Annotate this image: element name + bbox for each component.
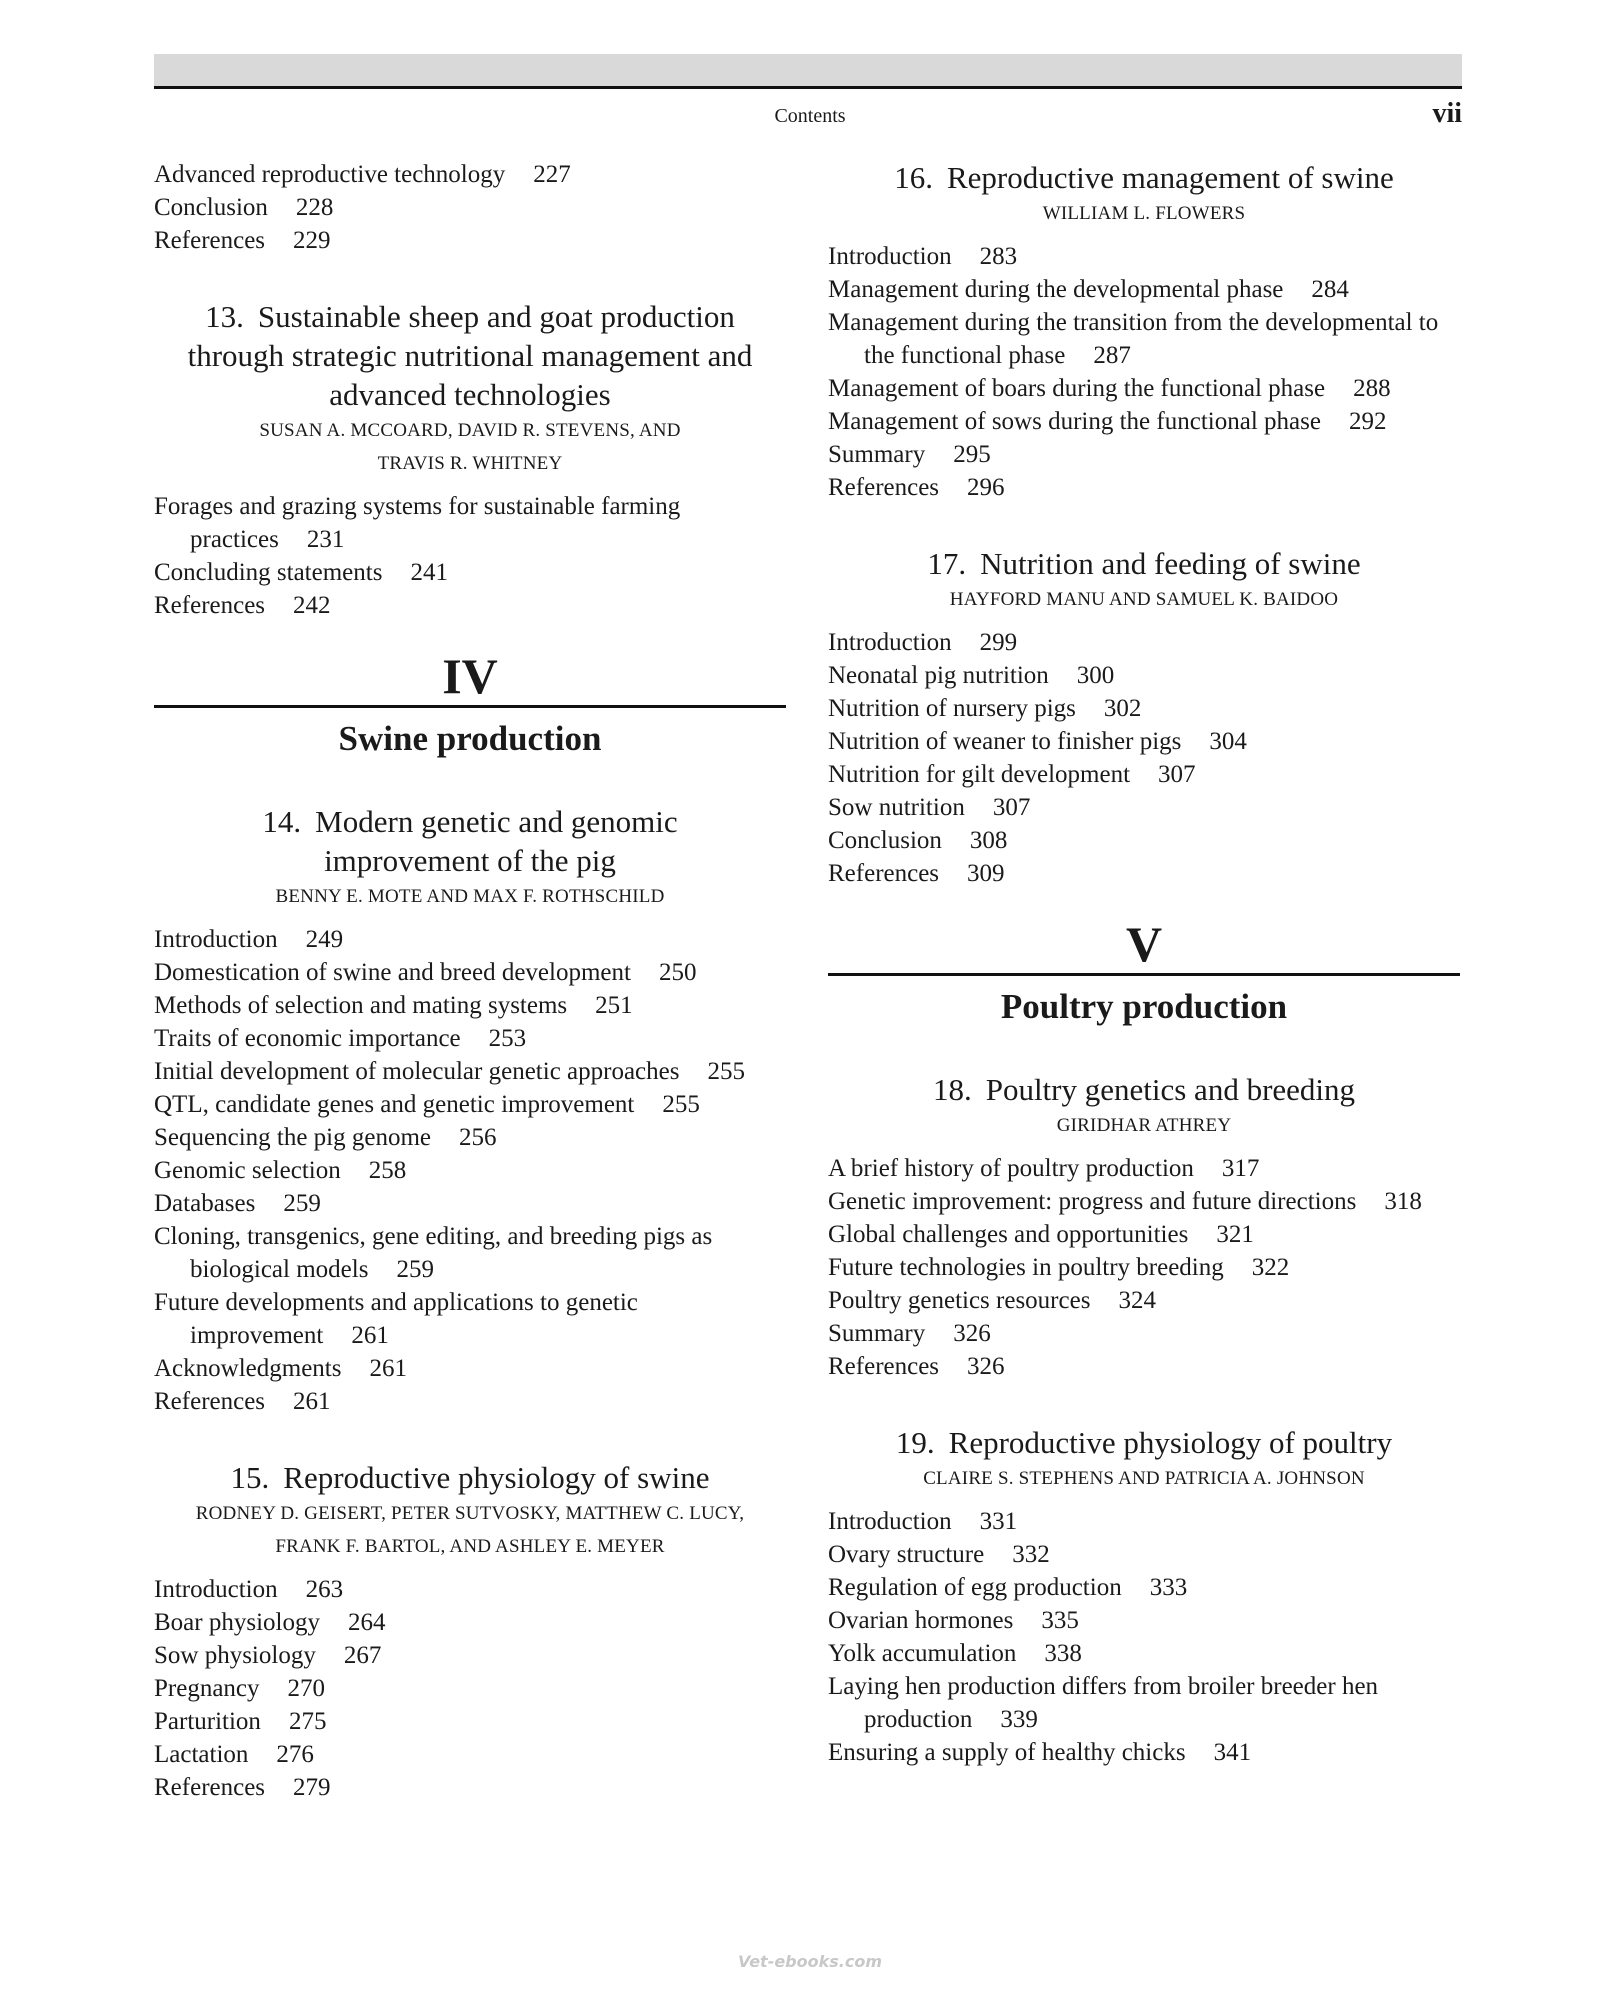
toc-entry[interactable] (828, 791, 1460, 824)
header-rule (154, 86, 1462, 89)
header-bar (154, 54, 1462, 87)
chapter-16-authors: WILLIAM L. FLOWERS (1042, 203, 1246, 224)
toc-entry-title: Conclusion (828, 827, 942, 854)
chapter-14-entries (154, 923, 786, 1418)
toc-entry-page: 251 (595, 992, 633, 1019)
toc-entry-page: 276 (276, 1741, 314, 1768)
toc-entry-title: Advanced reproductive technology (154, 161, 506, 188)
toc-entry-title: QTL, candidate genes and genetic improvement (154, 1091, 635, 1118)
chapter-19-authors: CLAIRE S. STEPHENS AND PATRICIA A. JOHNSON (923, 1468, 1365, 1489)
toc-entry-page: 302 (1103, 695, 1142, 722)
page-number: vii (1432, 98, 1462, 129)
toc-entry-title: Nutrition of nursery pigs (828, 695, 1076, 722)
toc-entry-page: 263 (305, 1576, 344, 1603)
toc-entry-page: 228 (295, 194, 334, 221)
toc-entry-title: Regulation of egg production (828, 1574, 1122, 1601)
chapter-17-authors: HAYFORD MANU AND SAMUEL K. BAIDOO (949, 589, 1339, 610)
toc-entry-page: 307 (992, 794, 1031, 821)
toc-entry-page: 335 (1041, 1607, 1079, 1634)
toc-entry[interactable] (828, 1736, 1460, 1769)
toc-entry-page: 249 (305, 926, 344, 953)
toc-entry-title: Introduction (828, 1508, 952, 1535)
toc-entry-page: 261 (369, 1355, 407, 1382)
toc-entry-page: 261 (293, 1388, 331, 1415)
toc-entry-page: 256 (459, 1124, 497, 1151)
chapter-13-authors: SUSAN A. MCCOARD, DAVID R. STEVENS, AND TRAVIS R. WHITNEY (259, 420, 681, 474)
toc-entry[interactable] (154, 1121, 786, 1154)
toc-entry[interactable] (828, 1284, 1460, 1317)
toc-entry-title: Genetic improvement: progress and future directions (828, 1188, 1357, 1215)
toc-entry[interactable] (154, 1705, 786, 1738)
toc-entry-page: 331 (979, 1508, 1018, 1535)
toc-entry[interactable] (828, 692, 1460, 725)
toc-entry-title: A brief history of poultry production (828, 1155, 1194, 1182)
toc-entry-page: 270 (287, 1675, 326, 1702)
toc-entry-title: Nutrition of weaner to finisher pigs (828, 728, 1182, 755)
toc-entry[interactable] (154, 1187, 786, 1220)
toc-entry-title: Domestication of swine and breed development (154, 959, 631, 986)
running-title: Contents (774, 105, 846, 127)
toc-entry-title: Management of sows during the functional phase (828, 408, 1321, 435)
toc-entry-title: Pregnancy (154, 1675, 260, 1702)
toc-entry-page: 275 (288, 1708, 327, 1735)
toc-entry-page: 339 (1000, 1706, 1038, 1733)
chapter-15-title[interactable]: 15. Reproductive physiology of swine (230, 1460, 710, 1495)
toc-entry[interactable] (154, 490, 786, 556)
toc-entry-title: Summary (828, 1320, 926, 1347)
toc-entry-page: 307 (1158, 761, 1196, 788)
toc-entry[interactable] (828, 1571, 1460, 1604)
toc-entry[interactable] (154, 1672, 786, 1705)
toc-entry[interactable] (828, 273, 1460, 306)
toc-entry-title: Neonatal pig nutrition (828, 662, 1049, 689)
toc-entry-page: 255 (662, 1091, 700, 1118)
toc-entry-title: Cloning, transgenics, gene editing, and breeding pigs as biological models (154, 1223, 713, 1283)
toc-entry-title: Lactation (154, 1741, 249, 1768)
toc-entry[interactable] (828, 372, 1460, 405)
toc-entry[interactable] (828, 306, 1460, 372)
part-iv-heading (154, 650, 786, 762)
part-rule (828, 973, 1460, 976)
watermark-logo: Vet-ebooks.com (737, 1952, 883, 1971)
toc-entry[interactable] (154, 923, 786, 956)
toc-entry-page: 295 (953, 441, 991, 468)
toc-entry-page: 322 (1251, 1254, 1290, 1281)
toc-entry[interactable] (154, 589, 786, 622)
toc-entry-title: References (828, 1353, 940, 1380)
toc-entry[interactable] (154, 1286, 786, 1352)
toc-entry-title: Parturition (154, 1708, 261, 1735)
toc-entry-page: 324 (1118, 1287, 1156, 1314)
toc-entry-title: Ensuring a supply of healthy chicks (828, 1739, 1186, 1766)
toc-entry-page: 300 (1076, 662, 1115, 689)
toc-entry-page: 242 (293, 592, 331, 619)
toc-entry[interactable] (154, 1022, 786, 1055)
toc-entry-page: 259 (283, 1190, 321, 1217)
toc-entry[interactable] (828, 1604, 1460, 1637)
toc-entry-title: Databases (154, 1190, 256, 1217)
chapter-15-entries (154, 1573, 786, 1804)
toc-entry-title: Introduction (154, 1576, 278, 1603)
toc-entry[interactable] (154, 1385, 786, 1418)
toc-entry[interactable] (154, 1771, 786, 1804)
toc-entry-title: Yolk accumulation (828, 1640, 1017, 1667)
toc-entry-title: References (154, 592, 266, 619)
toc-entry-title: Concluding statements (154, 559, 383, 586)
chapter-19-title[interactable]: 19. Reproductive physiology of poultry (895, 1425, 1393, 1460)
toc-entry[interactable] (154, 1352, 786, 1385)
toc-entry-page: 284 (1311, 276, 1349, 303)
toc-entry-page: 304 (1209, 728, 1247, 755)
toc-entry-title: Sequencing the pig genome (154, 1124, 432, 1151)
lead-entries (154, 158, 786, 257)
toc-entry[interactable] (828, 659, 1460, 692)
left-column (154, 158, 786, 1804)
toc-entry-page: 287 (1093, 342, 1131, 369)
toc-entry[interactable] (154, 1055, 786, 1088)
toc-entry-title: References (828, 474, 940, 501)
chapter-15-authors: RODNEY D. GEISERT, PETER SUTVOSKY, MATTHEW C. LUCY, FRANK F. BARTOL, AND ASHLEY E. MEYER (195, 1503, 745, 1557)
chapter-13-entries (154, 490, 786, 622)
part-numeral: IV (442, 648, 498, 704)
toc-entry-title: Boar physiology (154, 1609, 320, 1636)
toc-entry[interactable] (828, 1637, 1460, 1670)
toc-entry-page: 250 (658, 959, 697, 986)
toc-entry[interactable] (154, 191, 786, 224)
toc-entry-title: Genomic selection (154, 1157, 341, 1184)
toc-entry-page: 318 (1384, 1188, 1422, 1215)
toc-entry-page: 261 (351, 1322, 389, 1349)
toc-entry-page: 326 (953, 1320, 991, 1347)
toc-entry-title: Introduction (828, 629, 952, 656)
toc-entry[interactable] (828, 1538, 1460, 1571)
toc-entry-page: 288 (1353, 375, 1391, 402)
chapter-17-title[interactable]: 17. Nutrition and feeding of swine (927, 546, 1361, 581)
toc-entry[interactable] (154, 1088, 786, 1121)
chapter-18-entries (828, 1152, 1460, 1383)
toc-entry[interactable] (154, 1639, 786, 1672)
toc-entry-page: 279 (293, 1774, 331, 1801)
toc-entry-page: 255 (707, 1058, 745, 1085)
toc-entry-page: 296 (967, 474, 1005, 501)
toc-entry-title: Summary (828, 441, 926, 468)
toc-entry[interactable] (828, 824, 1460, 857)
toc-entry-page: 317 (1221, 1155, 1260, 1182)
part-title[interactable]: Swine production (338, 719, 602, 758)
toc-entry-page: 241 (410, 559, 448, 586)
toc-entry-title: Ovary structure (828, 1541, 985, 1568)
toc-entry-title: Initial development of molecular genetic approaches (154, 1058, 680, 1085)
toc-entry[interactable] (828, 1670, 1460, 1736)
toc-entry-page: 292 (1348, 408, 1387, 435)
toc-entry[interactable] (828, 1185, 1460, 1218)
toc-entry[interactable] (828, 405, 1460, 438)
toc-entry[interactable] (828, 240, 1460, 273)
part-v-heading (828, 918, 1460, 1030)
toc-entry[interactable] (828, 1505, 1460, 1538)
chapter-16-title[interactable]: 16. Reproductive management of swine (894, 160, 1394, 195)
toc-entry-title: Sow physiology (154, 1642, 316, 1669)
toc-entry-page: 308 (969, 827, 1008, 854)
right-column (828, 158, 1460, 1769)
toc-entry[interactable] (154, 1573, 786, 1606)
toc-entry-page: 264 (347, 1609, 386, 1636)
chapter-16-entries (828, 240, 1460, 504)
chapter-14-authors: BENNY E. MOTE AND MAX F. ROTHSCHILD (275, 886, 665, 907)
toc-entry-title: Future technologies in poultry breeding (828, 1254, 1224, 1281)
toc-entry[interactable] (828, 1251, 1460, 1284)
toc-entry-page: 321 (1216, 1221, 1254, 1248)
toc-entry-page: 258 (368, 1157, 407, 1184)
toc-entry-page: 338 (1044, 1640, 1082, 1667)
chapter-18-authors: GIRIDHAR ATHREY (1056, 1115, 1232, 1136)
toc-entry-page: 267 (343, 1642, 382, 1669)
toc-entry-title: Global challenges and opportunities (828, 1221, 1189, 1248)
toc-entry-title: Sow nutrition (828, 794, 965, 821)
toc-entry[interactable] (154, 956, 786, 989)
toc-entry[interactable] (154, 158, 786, 191)
toc-entry-page: 341 (1213, 1739, 1252, 1766)
toc-entry[interactable] (828, 438, 1460, 471)
toc-entry-title: Introduction (828, 243, 952, 270)
toc-entry-page: 259 (396, 1256, 434, 1283)
chapter-17-entries (828, 626, 1460, 890)
toc-entry-title: References (828, 860, 940, 887)
toc-entry-title: Acknowledgments (154, 1355, 342, 1382)
toc-entry-title: References (154, 1774, 266, 1801)
toc-entry-title: Introduction (154, 926, 278, 953)
part-title[interactable]: Poultry production (1000, 987, 1288, 1026)
toc-entry[interactable] (828, 1152, 1460, 1185)
toc-entry-page: 283 (979, 243, 1018, 270)
toc-entry[interactable] (828, 857, 1460, 890)
toc-entry-title: Traits of economic importance (154, 1025, 461, 1052)
toc-entry-title: Methods of selection and mating systems (154, 992, 568, 1019)
toc-entry-title: Poultry genetics resources (828, 1287, 1091, 1314)
toc-entry-page: 231 (306, 526, 345, 553)
toc-entry-page: 309 (967, 860, 1005, 887)
toc-entry[interactable] (154, 556, 786, 589)
toc-entry-title: References (154, 1388, 266, 1415)
toc-entry-title: Management during the transition from the developmental to the functional phase (828, 309, 1439, 369)
chapter-13-title[interactable]: 13. Sustainable sheep and goat production through strategic nutritional management and advanced technologies (187, 299, 753, 412)
toc-entry[interactable] (154, 1154, 786, 1187)
toc-entry[interactable] (828, 1350, 1460, 1383)
chapter-18-title[interactable]: 18. Poultry genetics and breeding (932, 1072, 1356, 1107)
toc-entry[interactable] (828, 725, 1460, 758)
toc-entry-title: Forages and grazing systems for sustainable farming practices (154, 493, 681, 553)
toc-entry[interactable] (154, 1606, 786, 1639)
toc-entry-page: 227 (533, 161, 571, 188)
toc-entry[interactable] (154, 989, 786, 1022)
toc-entry-page: 332 (1012, 1541, 1050, 1568)
toc-entry[interactable] (154, 1738, 786, 1771)
toc-entry-page: 333 (1149, 1574, 1188, 1601)
toc-entry[interactable] (828, 471, 1460, 504)
toc-entry-page: 299 (979, 629, 1018, 656)
part-numeral: V (1125, 916, 1163, 972)
toc-entry[interactable] (828, 626, 1460, 659)
toc-entry-title: Management of boars during the functional phase (828, 375, 1326, 402)
toc-entry[interactable] (154, 224, 786, 257)
toc-entry-title: Nutrition for gilt development (828, 761, 1131, 788)
toc-entry-page: 229 (293, 227, 331, 254)
toc-entry-title: References (154, 227, 266, 254)
toc-entry-page: 253 (488, 1025, 527, 1052)
toc-entry[interactable] (828, 758, 1460, 791)
toc-entry[interactable] (828, 1317, 1460, 1350)
toc-entry-title: Future developments and applications to genetic improvement (154, 1289, 638, 1349)
part-rule (154, 705, 786, 708)
toc-entry[interactable] (828, 1218, 1460, 1251)
toc-entry-title: Management during the developmental phase (828, 276, 1284, 303)
chapter-19-entries (828, 1505, 1460, 1769)
toc-entry[interactable] (154, 1220, 786, 1286)
toc-entry-title: Ovarian hormones (828, 1607, 1014, 1634)
chapter-14-title[interactable]: 14. Modern genetic and genomic improvement of the pig (262, 804, 678, 878)
toc-entry-page: 326 (967, 1353, 1005, 1380)
toc-entry-title: Conclusion (154, 194, 268, 221)
toc-entry-title: Laying hen production differs from broiler breeder hen production (828, 1673, 1379, 1733)
